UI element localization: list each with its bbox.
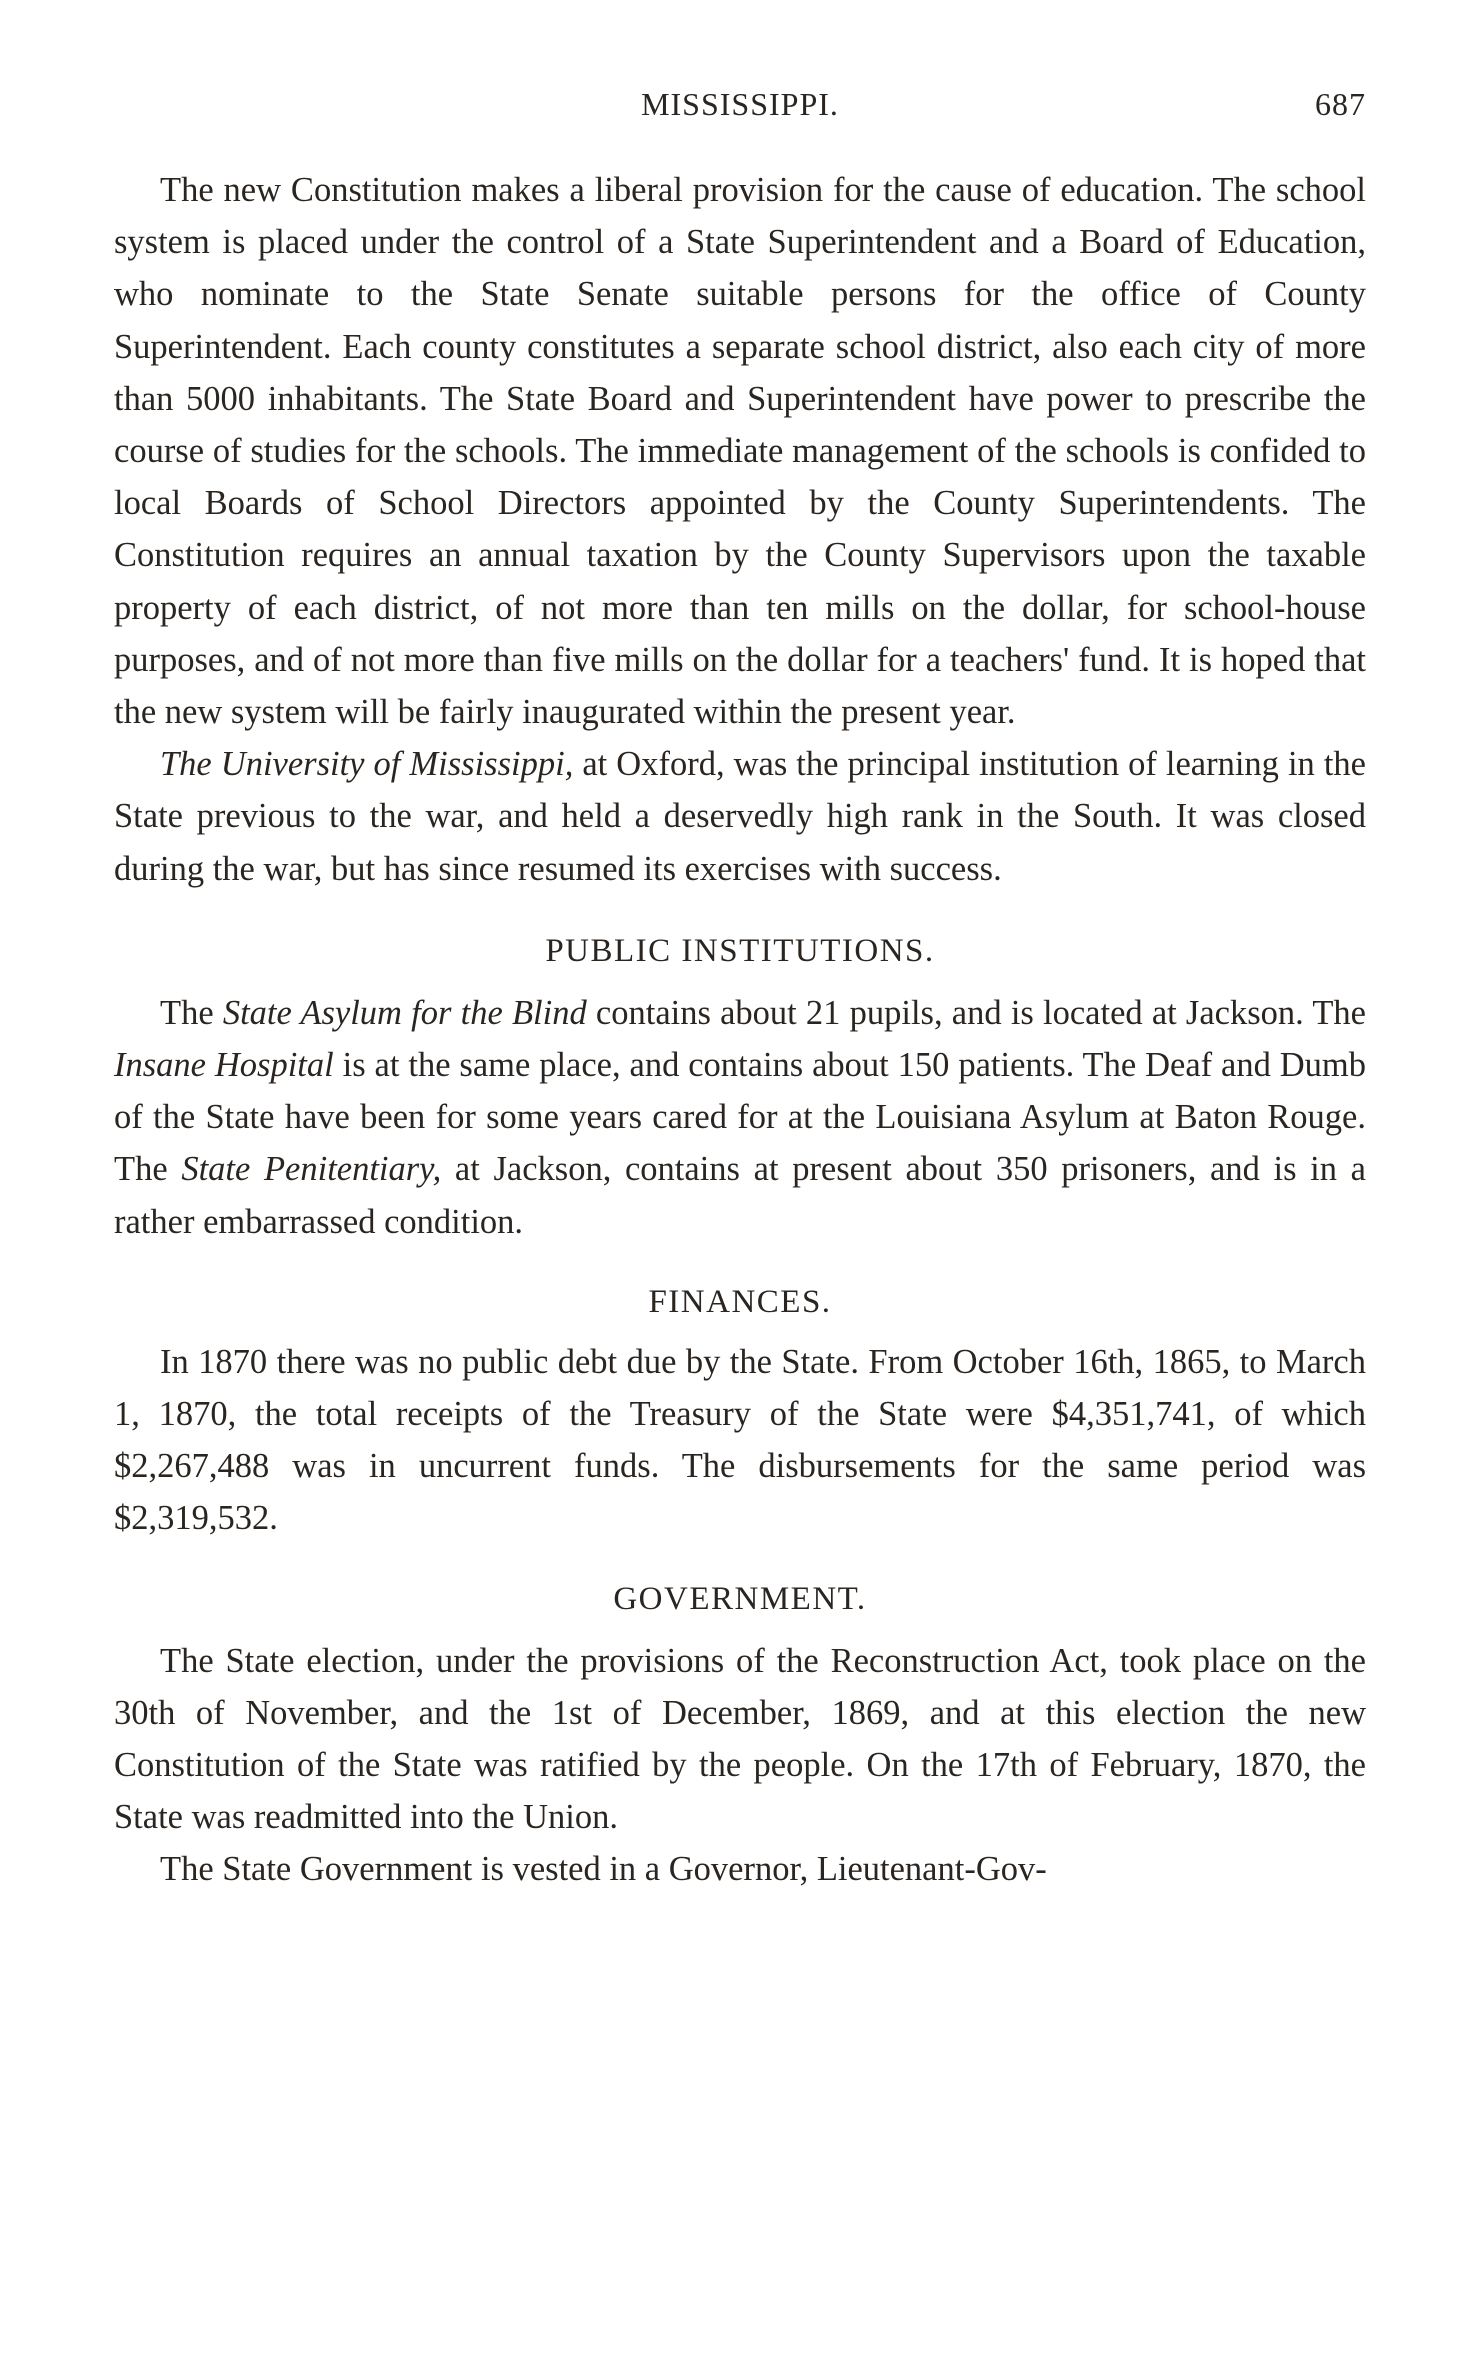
university-paragraph	[114, 738, 1366, 895]
pi-text-4: at Jackson, contains at present about 350 prisoners, and is in a rather embarrassed condition.	[114, 1150, 1366, 1241]
insane-hospital-name: Insane Hospital	[114, 1046, 334, 1085]
government-heading: GOVERNMENT.	[613, 1580, 867, 1617]
running-title: MISSISSIPPI.	[641, 86, 839, 122]
pi-text-3: is at the same place, and contains about 150 patients. The Deaf and Dumb of the State have been for some years cared for at the Louisiana Asylum at Baton Rouge. The	[114, 1046, 1366, 1189]
finances-paragraph: In 1870 there was no public debt due by the State. From October 16th, 1865, to March 1, 1870, the total receipts of the Treasury of the State were $4,351,741, of which $2,267,488 was in uncurrent funds. The disbursements for the same period was $2,319,532.	[114, 1342, 1366, 1538]
education-paragraph: The new Constitution makes a liberal provision for the cause of education. The school system is placed under the control of a State Superintendent and a Board of Education, who nominate to the State Senate suitable persons for the office of County Superintendent. Each county constitutes a separate school district, also each city of more than 5000 inhabitants. The State Board and Superintendent have power to prescribe the course of studies for the schools. The immediate management of the schools is confided to local Boards of School Directors appointed by the County Superintendents. The Constitution requires an annual taxation by the County Supervisors upon the taxable property of each district, of not more than ten mills on the dollar, for school-house purposes, and of not more than five mills on the dollar for a teachers' fund. It is hoped that the new system will be fairly inaugurated within the present year.	[114, 171, 1366, 732]
public-institutions-paragraph	[114, 987, 1366, 1248]
page-body	[114, 164, 1366, 1896]
pi-text-1: The	[160, 993, 223, 1032]
government-paragraph: The State election, under the provisions of the Reconstruction Act, took place on the 30th of November, and the 1st of December, 1869, and at this election the new Constitution of the State was ratified by the people. On the 17th of February, 1870, the State was readmitted into the Union.	[114, 1641, 1366, 1837]
government-continuation: The State Government is vested in a Governor, Lieutenant-Gov-	[160, 1850, 1047, 1889]
finances-heading: FINANCES.	[648, 1283, 832, 1320]
book-page	[114, 80, 1366, 1896]
university-text: at Oxford, was the principal institution of learning in the State previous to the war, and held a deservedly high rank in the South. It was closed during the war, but has since resumed its exercises with success.	[114, 745, 1366, 888]
page-number: 687	[1315, 86, 1366, 122]
public-institutions-heading: PUBLIC INSTITUTIONS.	[545, 932, 935, 969]
penitentiary-name: State Penitentiary,	[181, 1150, 442, 1189]
running-head	[114, 80, 1366, 138]
blind-asylum-name: State Asylum for the Blind	[222, 993, 587, 1032]
pi-text-2: contains about 21 pupils, and is located at Jackson. The	[586, 993, 1366, 1032]
university-name: The University of Mississippi,	[160, 745, 574, 784]
